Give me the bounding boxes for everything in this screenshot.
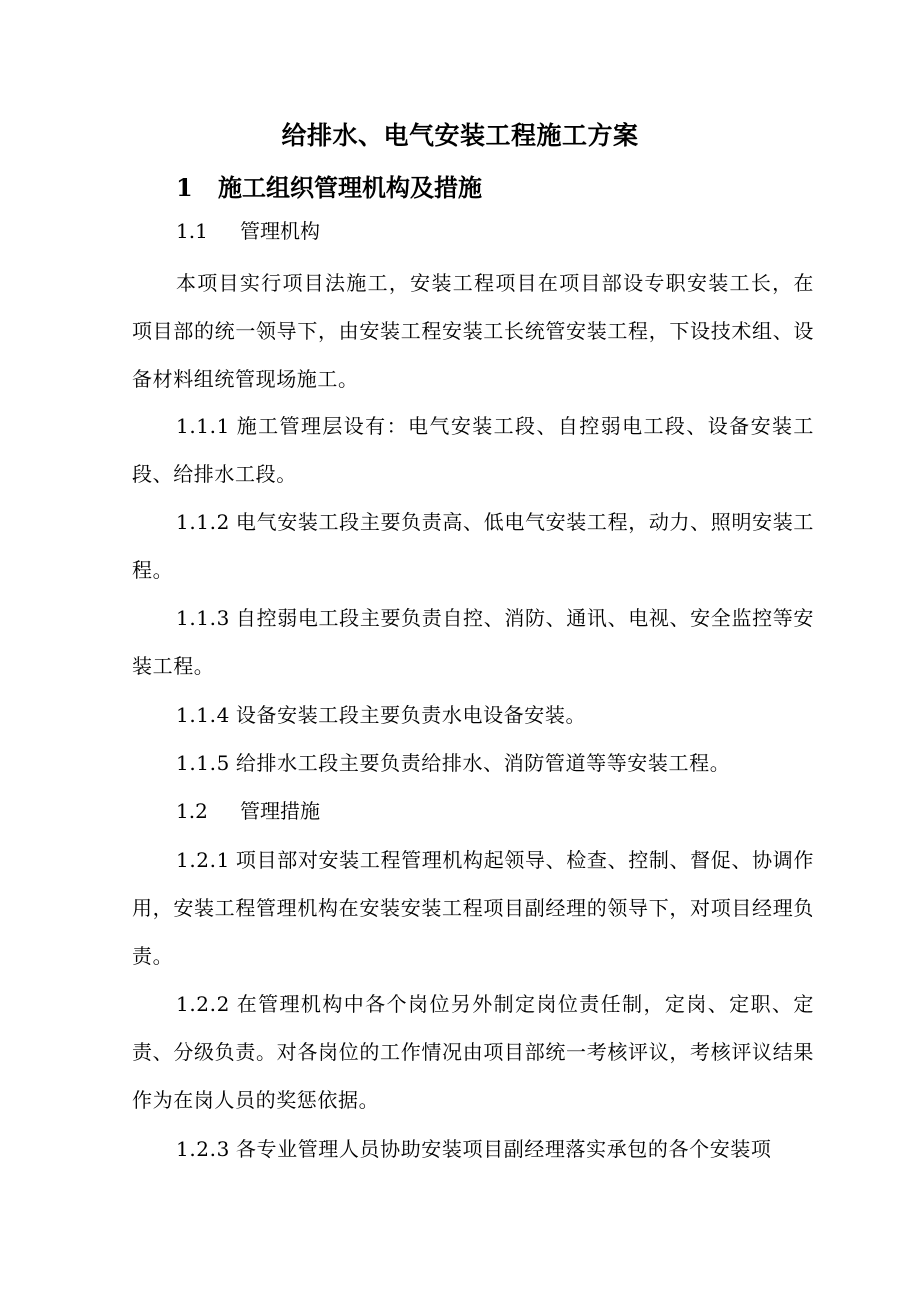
subsection-title: 管理机构: [240, 219, 320, 243]
section-heading-1: [176, 166, 482, 210]
item-text: 自控弱电工段主要负责自控、消防、通讯、电视、安全监控等安装工程。: [132, 606, 814, 678]
paragraph-1-1-4: [132, 691, 814, 739]
item-number: 1.1.2: [176, 510, 230, 534]
item-text: 设备安装工段主要负责水电设备安装。: [235, 703, 587, 727]
subsection-number: 1.1: [176, 219, 208, 243]
item-number: 1.1.1: [176, 414, 230, 438]
subsection-number: 1.2: [176, 799, 208, 823]
item-text: 在管理机构中各个岗位另外制定岗位责任制，定岗、定职、定责、分级负责。对各岗位的工作情况由项目部统一考核评议，考核评议结果作为在岗人员的奖惩依据。: [132, 992, 814, 1112]
paragraph-1-1-5: [132, 739, 814, 787]
item-number: 1.2.3: [176, 1137, 230, 1161]
item-text: 电气安装工段主要负责高、低电气安装工程，动力、照明安装工程。: [132, 510, 814, 582]
item-number: 1.2.1: [176, 848, 230, 872]
item-text: 给排水工段主要负责给排水、消防管道等等安装工程。: [235, 751, 731, 775]
paragraph-1-2-3: [132, 1125, 814, 1173]
paragraph-1-2-2: [132, 980, 814, 1124]
document-title: 给排水、电气安装工程施工方案: [281, 121, 639, 150]
item-text: 施工管理层设有：电气安装工段、自控弱电工段、设备安装工段、给排水工段。: [132, 414, 814, 486]
subsection-heading-1-1: [176, 209, 320, 253]
item-number: 1.1.3: [176, 606, 230, 630]
paragraph-1-1-3: [132, 594, 814, 690]
item-text: 各专业管理人员协助安装项目副经理落实承包的各个安装项: [235, 1137, 772, 1161]
paragraph-1-1-2: [132, 498, 814, 594]
paragraph-intro: 本项目实行项目法施工，安装工程项目在项目部设专职安装工长，在项目部的统一领导下，由安装工程安装工长统管安装工程，下设技术组、设备材料组统管现场施工。: [132, 271, 814, 391]
item-number: 1.1.5: [176, 751, 230, 775]
item-text: 项目部对安装工程管理机构起领导、检查、控制、督促、协调作用，安装工程管理机构在安装安装工程项目副经理的领导下，对项目经理负责。: [132, 848, 814, 968]
paragraph-1-1-1: [132, 402, 814, 498]
subsection-heading-1-2: [176, 789, 320, 833]
section-title: 施工组织管理机构及措施: [218, 173, 482, 202]
section-number: 1: [176, 173, 193, 202]
paragraph-1-2-1: [132, 836, 814, 980]
item-number: 1.2.2: [176, 992, 230, 1016]
item-number: 1.1.4: [176, 703, 230, 727]
subsection-title: 管理措施: [240, 799, 320, 823]
